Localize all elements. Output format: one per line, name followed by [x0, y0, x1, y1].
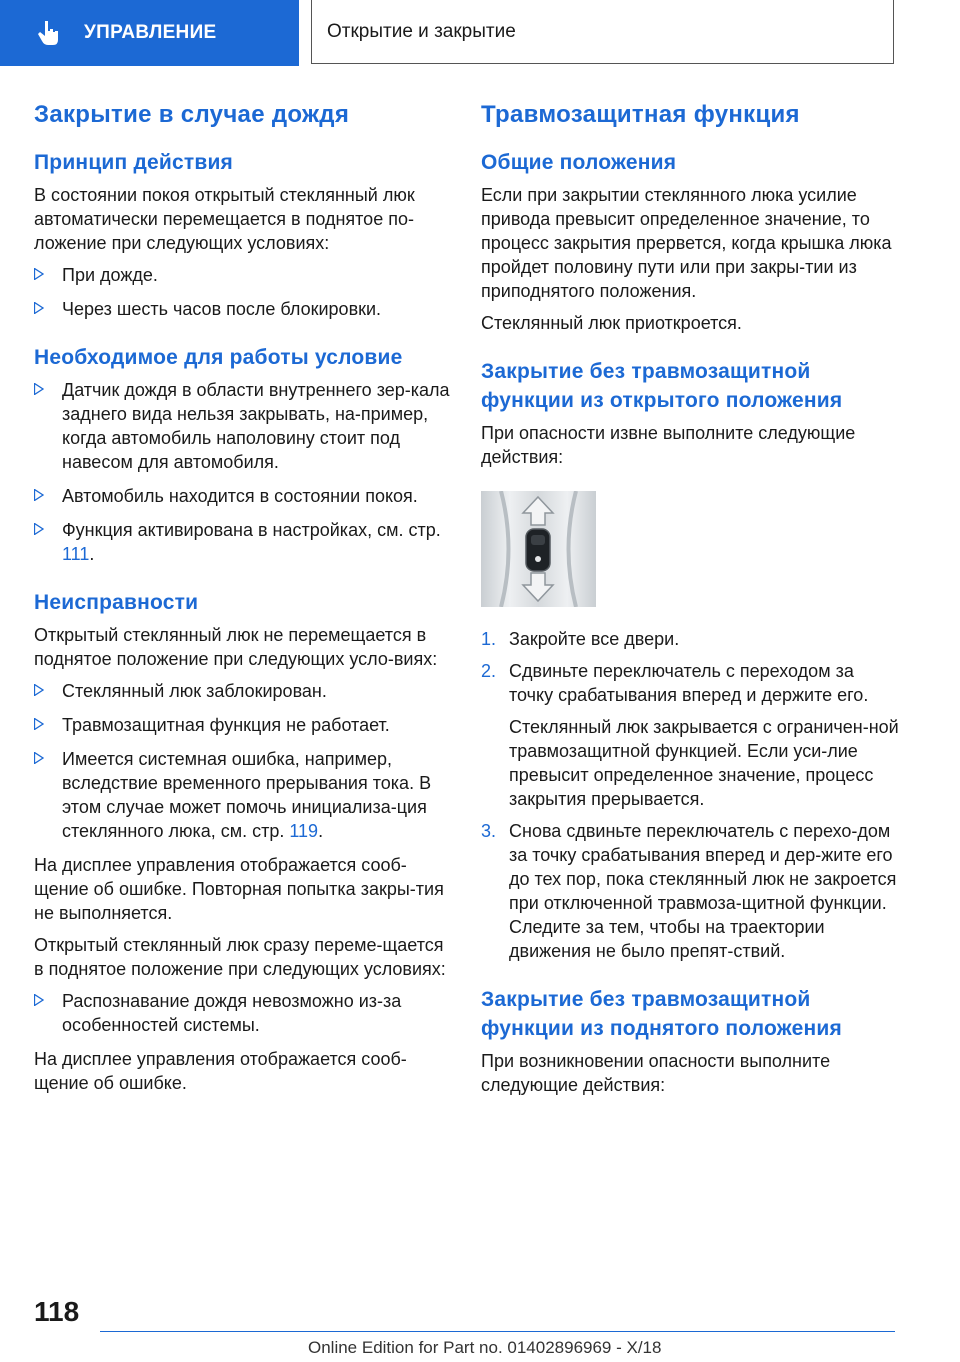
- faults-text: Открытый стеклянный люк не перемещается в поднятое положение при следующих усло-виях:: [34, 625, 438, 669]
- list-item: При дожде.: [34, 263, 454, 287]
- section-label: УПРАВЛЕНИЕ: [84, 22, 217, 43]
- protection-title: Травмозащитная функция: [481, 101, 800, 128]
- triangle-bullet-icon: [34, 994, 44, 1006]
- general-heading: Общие положения: [481, 151, 677, 174]
- conditions-heading: Необходимое для работы условие: [34, 346, 403, 369]
- sunroof-switch-icon: [481, 491, 596, 607]
- list-item: Датчик дождя в области внутреннего зер-кала заднего вида нельзя закрывать, на-пример, когда автомобиль наполовину стоит под навесом для автомобиля.: [34, 378, 454, 474]
- page-header: [0, 0, 960, 66]
- faults-list-2: [34, 989, 454, 1037]
- steps-list: [481, 627, 901, 963]
- principle-list: [34, 263, 454, 321]
- list-item: Стеклянный люк закрывается с ограничен-ной травмозащитной функцией. Если уси-лие превысит определенное значение, процесс закрытия прерывается.: [509, 717, 899, 809]
- raised-position-heading: Закрытие без травмозащитной функции из поднятого положения: [481, 988, 842, 1040]
- page-link-119[interactable]: 119: [289, 821, 319, 841]
- list-item: Травмозащитная функция не работает.: [34, 713, 454, 737]
- list-item: Через шесть часов после блокировки.: [34, 297, 454, 321]
- conditions-list: [34, 378, 454, 566]
- principle-text: В состоянии покоя открытый стеклянный люк автоматически перемещается в поднятое по-ложение при следующих условиях:: [34, 185, 415, 253]
- general-paragraph-2: Стеклянный люк приоткроется.: [481, 313, 742, 333]
- triangle-bullet-icon: [34, 718, 44, 730]
- step-number: 3.: [481, 821, 497, 841]
- right-column: [481, 100, 901, 1105]
- triangle-bullet-icon: [34, 523, 44, 535]
- list-item: 1. Закройте все двери.: [481, 629, 680, 649]
- page-number: 118: [34, 1296, 80, 1327]
- section-tab[interactable]: [0, 0, 299, 66]
- faults-paragraph-2: На дисплее управления отображается сооб-щение об ошибке. Повторная попытка закры-тия не выполняется.: [34, 855, 444, 923]
- triangle-bullet-icon: [34, 383, 44, 395]
- list-item: Функция активирована в настройках, см. стр. 111.: [34, 518, 454, 566]
- general-paragraph-1: Если при закрытии стеклянного люка усилие привода превысит определенное значение, то процесс закрытия прервется, когда крышка люка пройдет половину пути или при закры-тии из приподнятого положения.: [481, 185, 892, 301]
- triangle-bullet-icon: [34, 752, 44, 764]
- list-item: Автомобиль находится в состоянии покоя.: [34, 484, 454, 508]
- faults-heading: Неисправности: [34, 591, 199, 614]
- principle-heading: Принцип действия: [34, 151, 234, 174]
- step-number: 1.: [481, 629, 497, 649]
- triangle-bullet-icon: [34, 684, 44, 696]
- list-item: Стеклянный люк заблокирован.: [34, 679, 454, 703]
- open-position-text: При опасности извне выполните следующие действия:: [481, 423, 856, 467]
- triangle-bullet-icon: [34, 302, 44, 314]
- edition-footer: Online Edition for Part no. 01402896969 - X/18: [308, 1338, 662, 1357]
- list-item: Имеется системная ошибка, например, вследствие временного прерывания тока. В этом случае может помочь инициализа-ция стеклянного люка, см. стр. 119.: [34, 747, 454, 843]
- chapter-title: Открытие и закрытие: [311, 0, 894, 64]
- list-item: Распознавание дождя невозможно из-за особенностей системы.: [34, 989, 454, 1037]
- triangle-bullet-icon: [34, 489, 44, 501]
- page-link-111[interactable]: 111: [62, 544, 90, 564]
- faults-paragraph-3: Открытый стеклянный люк сразу переме-щается в поднятое положение при следующих условиях:: [34, 935, 446, 979]
- faults-paragraph-4: На дисплее управления отображается сооб-щение об ошибке.: [34, 1049, 407, 1093]
- hand-pointer-icon: [34, 18, 64, 48]
- list-item: 3. Снова сдвиньте переключатель с перехо-дом за точку срабатывания вперед и дер-жите его до тех пор, пока стеклянный люк не закроется при отключенной травмоза-щитной функции. Следите за тем, чтобы на траектории движения не было препят-ствий.: [481, 821, 897, 961]
- open-position-heading: Закрытие без травмозащитной функции из открытого положения: [481, 360, 843, 412]
- rain-closing-title: Закрытие в случае дождя: [34, 101, 350, 128]
- left-column: [34, 100, 454, 1103]
- triangle-bullet-icon: [34, 268, 44, 280]
- raised-position-text: При возникновении опасности выполните следующие действия:: [481, 1051, 831, 1095]
- faults-list: [34, 679, 454, 843]
- step-number: 2.: [481, 661, 497, 681]
- footer-divider: [100, 1331, 895, 1332]
- list-item: 2. Сдвиньте переключатель с переходом за точку срабатывания вперед и держите его.: [481, 661, 869, 705]
